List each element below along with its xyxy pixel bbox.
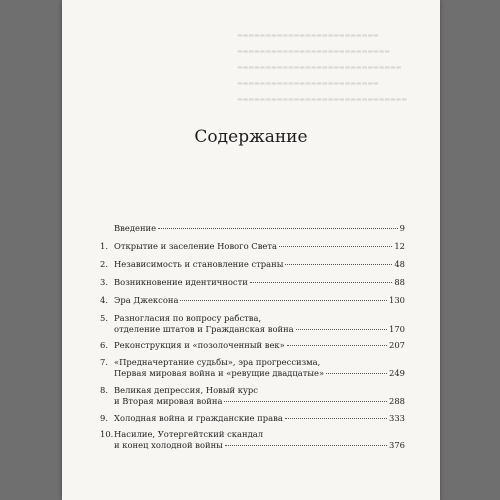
toc-entry-number: 6. <box>100 340 108 350</box>
toc-page-number: 207 <box>389 340 405 350</box>
toc-page-number: 333 <box>389 413 405 423</box>
toc-entry-number: 7. <box>100 357 108 367</box>
toc-entry-line <box>114 259 405 270</box>
toc-entry-line <box>114 429 405 440</box>
toc-entry-number <box>100 223 114 234</box>
toc-entry-title: и конец холодной войны <box>114 440 223 450</box>
bleed-through-line: ▬▬▬▬▬▬▬▬▬▬▬▬▬▬▬▬▬▬▬▬▬▬▬▬▬▬▬▬▬▬ <box>237 96 408 103</box>
toc-dot-leader <box>296 329 387 330</box>
toc-page-number: 249 <box>389 368 405 378</box>
toc-page-number: 130 <box>389 295 405 305</box>
toc-entry <box>100 385 405 407</box>
bleed-through-line: ▬▬▬▬▬▬▬▬▬▬▬▬▬▬▬▬▬▬▬▬▬▬▬▬▬ <box>237 32 379 39</box>
toc-page-number: 170 <box>389 324 405 334</box>
toc-entry-line <box>114 440 405 451</box>
toc-entry-number: 8. <box>100 385 108 395</box>
toc-entry <box>100 241 405 252</box>
toc-entry-number: 5. <box>100 313 108 323</box>
toc-entry-line <box>114 368 405 379</box>
toc-dot-leader <box>250 282 393 283</box>
toc-dot-leader <box>285 264 392 265</box>
toc-entry-line <box>114 223 405 234</box>
toc-entry-title: Реконструкция и «позолоченный век» <box>114 340 285 350</box>
toc-entry <box>100 429 405 451</box>
toc-entry-body <box>114 277 405 288</box>
toc-entry-title: отделение штатов и Гражданская война <box>114 324 294 334</box>
toc-entry <box>100 313 405 335</box>
toc-entry <box>100 357 405 379</box>
toc-page-number: 9 <box>399 223 405 233</box>
toc-entry-line <box>114 357 405 368</box>
toc-entry-body <box>114 340 405 351</box>
toc-entry-title: Разногласия по вопросу рабства, <box>114 313 262 323</box>
toc-dot-leader <box>279 246 392 247</box>
toc-entry-body <box>114 259 405 270</box>
bleed-through-line: ▬▬▬▬▬▬▬▬▬▬▬▬▬▬▬▬▬▬▬▬▬▬▬▬▬▬▬ <box>237 48 391 55</box>
toc-dot-leader <box>287 345 387 346</box>
bleed-through-line: ▬▬▬▬▬▬▬▬▬▬▬▬▬▬▬▬▬▬▬▬▬▬▬▬▬▬▬▬▬ <box>237 64 402 71</box>
toc-dot-leader <box>326 373 387 374</box>
toc-entry-line <box>114 277 405 288</box>
toc-entry-line <box>114 313 405 324</box>
toc-dot-leader <box>224 401 387 402</box>
toc-entry-body <box>114 413 405 424</box>
toc-entry-line <box>114 324 405 335</box>
toc-entry-title: Возникновение идентичности <box>114 277 248 287</box>
toc-entry-number: 4. <box>100 295 108 305</box>
toc-entry-title: Холодная война и гражданские права <box>114 413 283 423</box>
toc-entry-number: 2. <box>100 259 108 269</box>
toc-entry-title: Насилие, Уотергейтский скандал <box>114 429 264 439</box>
toc-entry-title: Великая депрессия, Новый курс <box>114 385 258 395</box>
toc-entry-line <box>114 396 405 407</box>
toc-entry-title: Открытие и заселение Нового Света <box>114 241 278 251</box>
toc-entry <box>100 223 405 234</box>
toc-entry-title: Первая мировая война и «ревущие двадцатые» <box>114 368 325 378</box>
toc-entry-title: Независимость и становление страны <box>114 259 284 269</box>
toc-entry <box>100 340 405 351</box>
page-title: Содержание <box>194 127 308 148</box>
toc-entry <box>100 259 405 270</box>
toc-entry-number: 1. <box>100 241 108 251</box>
bleed-through-text <box>237 28 437 108</box>
toc-entry-body <box>114 223 405 234</box>
toc-entry-line <box>114 413 405 424</box>
toc-entry-number: 3. <box>100 277 108 287</box>
toc-dot-leader <box>225 445 387 446</box>
toc-entry-body <box>114 357 405 379</box>
toc-entry-title: и Вторая мировая война <box>114 396 223 406</box>
toc-page-number: 12 <box>394 241 405 251</box>
book-page <box>62 0 440 500</box>
toc-page-number: 376 <box>389 440 405 450</box>
toc-entry-title: Эра Джексона <box>114 295 179 305</box>
toc-page-number: 48 <box>394 259 405 269</box>
toc-entry-body <box>114 429 405 451</box>
toc-entry-body <box>114 313 405 335</box>
toc-entry-title: «Предначертание судьбы», эра прогрессизма, <box>114 357 321 367</box>
toc-dot-leader <box>180 300 387 301</box>
toc-entry-line <box>114 295 405 306</box>
toc-entry-body <box>114 385 405 407</box>
toc-entry <box>100 295 405 306</box>
toc-page-number: 88 <box>394 277 405 287</box>
toc-entry-line <box>114 340 405 351</box>
toc-entry-line <box>114 241 405 252</box>
toc-dot-leader <box>285 418 387 419</box>
toc-entry-body <box>114 295 405 306</box>
toc-entry-line <box>114 385 405 396</box>
toc-entry-body <box>114 241 405 252</box>
toc-entry <box>100 413 405 424</box>
toc-dot-leader <box>158 228 398 229</box>
toc-entry-number: 10. <box>100 429 114 439</box>
toc-page-number: 288 <box>389 396 405 406</box>
toc-entry-number: 9. <box>100 413 108 423</box>
toc-entry <box>100 277 405 288</box>
bleed-through-line: ▬▬▬▬▬▬▬▬▬▬▬▬▬▬▬▬▬▬▬▬▬▬▬▬▬ <box>237 80 379 87</box>
toc-entry-title: Введение <box>114 223 157 233</box>
